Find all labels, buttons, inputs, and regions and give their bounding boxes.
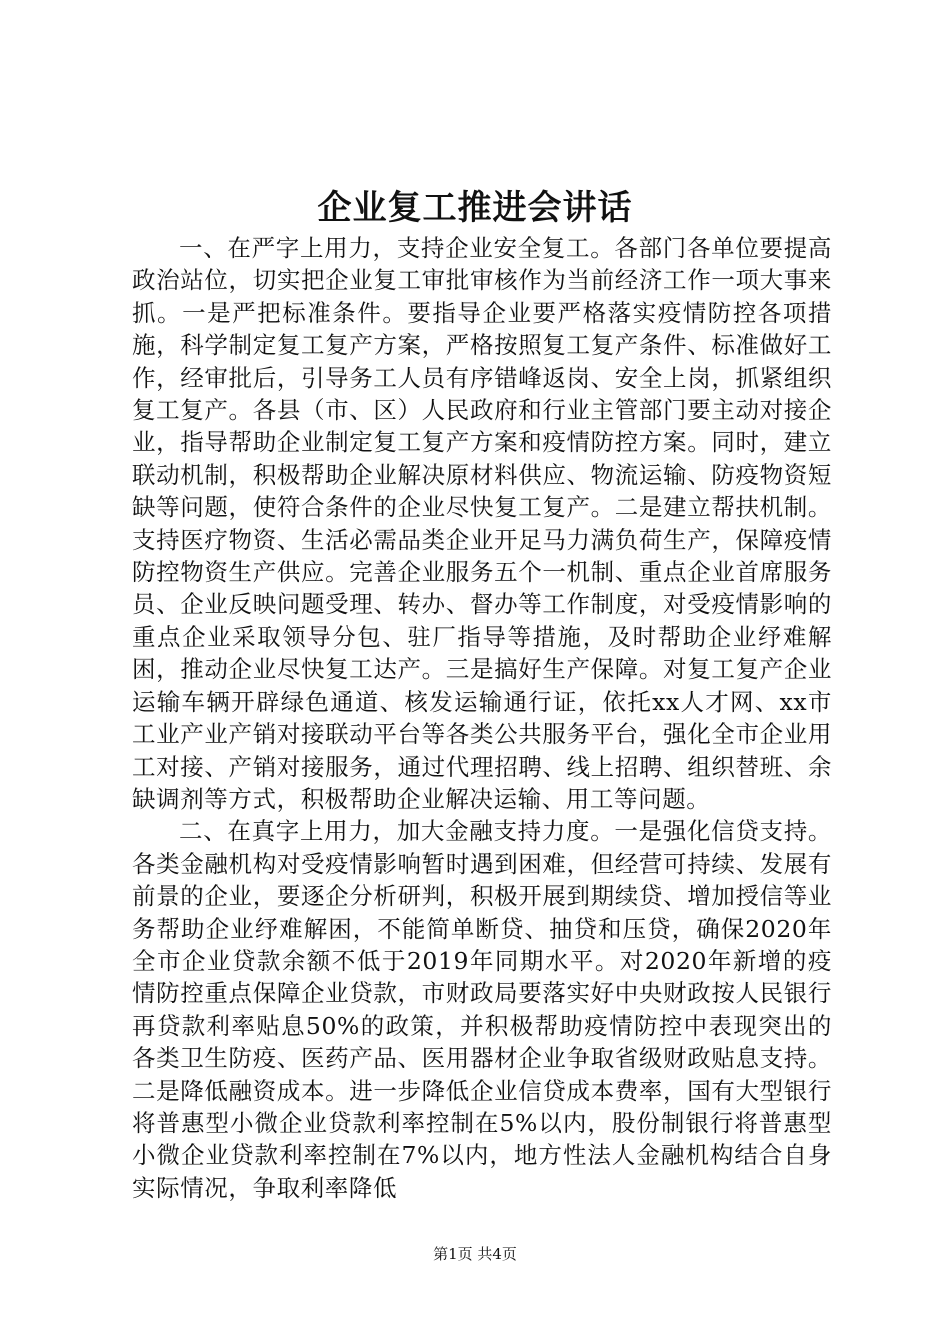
document-title: 企业复工推进会讲话 — [317, 188, 633, 228]
paragraph-2: 二、在真字上用力，加大金融支持力度。一是强化信贷支持。各类金融机构对受疫情影响暂时遇到困难，但经营可持续、发展有前景的企业，要逐企分析研判，积极开展到期续贷、增加授信等业务帮助企业纾难解困，不能简单断贷、抽贷和压贷，确保2020年全市企业贷款余额不低于2019年同期水平。对2020年新增的疫情防控重点保障企业贷款，市财政局要落实好中央财政按人民银行再贷款利率贴息50%的政策，并积极帮助疫情防控中表现突出的各类卫生防疫、医药产品、医用器材企业争取省级财政贴息支持。二是降低融资成本。进一步降低企业信贷成本费率，国有大型银行将普惠型小微企业贷款利率控制在5%以内，股份制银行将普惠型小微企业贷款利率控制在7%以内，地方性法人金融机构结合自身实际情况，争取利率降低 — [132, 817, 832, 1202]
document-body — [132, 232, 832, 1204]
page-footer: 第1页 共4页 — [433, 1245, 517, 1263]
paragraph-1: 一、在严字上用力，支持企业安全复工。各部门各单位要提高政治站位，切实把企业复工审批审核作为当前经济工作一项大事来抓。一是严把标准条件。要指导企业要严格落实疫情防控各项措施，科学制定复工复产方案，严格按照复工复产条件、标准做好工作，经审批后，引导务工人员有序错峰返岗、安全上岗，抓紧组织复工复产。各县（市、区）人民政府和行业主管部门要主动对接企业，指导帮助企业制定复工复产方案和疫情防控方案。同时，建立联动机制，积极帮助企业解决原材料供应、物流运输、防疫物资短缺等问题，使符合条件的企业尽快复工复产。二是建立帮扶机制。支持医疗物资、生活必需品类企业开足马力满负荷生产，保障疫情防控物资生产供应。完善企业服务五个一机制、重点企业首席服务员、企业反映问题受理、转办、督办等工作制度，对受疫情影响的重点企业采取领导分包、驻厂指导等措施，及时帮助企业纾难解困，推动企业尽快复工达产。三是搞好生产保障。对复工复产企业运输车辆开辟绿色通道、核发运输通行证，依托xx人才网、xx市工业产业产销对接联动平台等各类公共服务平台，强化全市企业用工对接、产销对接服务，通过代理招聘、线上招聘、组织替班、余缺调剂等方式，积极帮助企业解决运输、用工等问题。 — [132, 234, 832, 813]
